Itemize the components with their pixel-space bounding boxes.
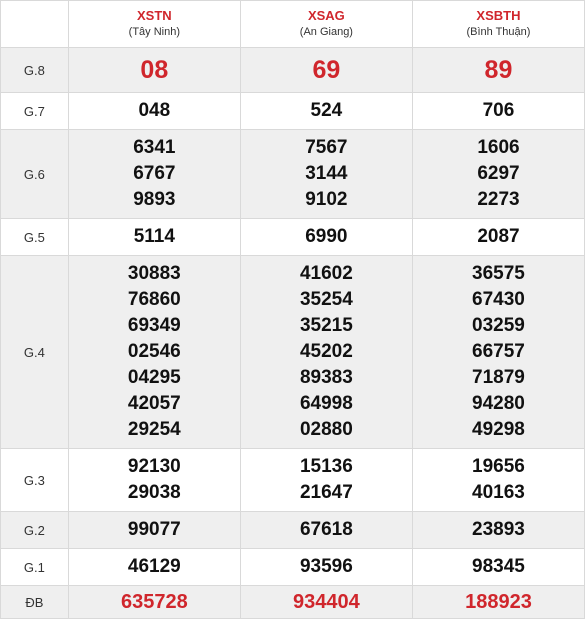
prize-row-g7	[1, 93, 585, 130]
prize-number: 9102	[305, 189, 348, 210]
prize-label: G.7	[1, 93, 69, 130]
special-prize-number: 635728	[120, 591, 188, 613]
prize-number: 1606	[477, 137, 520, 158]
province-code[interactable]: XSBTH	[476, 8, 521, 24]
prize-number: 7567	[305, 137, 348, 158]
prize-cell	[68, 130, 240, 219]
prize-cell	[412, 512, 584, 549]
prize-label: G.8	[1, 48, 69, 93]
prize-row-g8	[1, 48, 585, 93]
prize-number: 67618	[299, 519, 353, 540]
prize-number: 02880	[299, 419, 353, 440]
prize-cell	[68, 512, 240, 549]
prize-number: 21647	[299, 482, 353, 503]
prize-number: 19656	[472, 456, 525, 477]
prize-number: 71879	[472, 367, 525, 388]
prize-label: G.4	[1, 256, 69, 449]
prize-number: 35215	[299, 315, 353, 336]
prize-number: 5114	[133, 226, 175, 247]
prize-number: 6767	[133, 163, 176, 184]
prize-number: 03259	[472, 315, 525, 336]
prize-cell	[412, 130, 584, 219]
prize-row-g3	[1, 449, 585, 512]
prize-number: 2273	[477, 189, 520, 210]
prize-label: G.1	[1, 549, 69, 586]
prize-row-g2	[1, 512, 585, 549]
prize-number: 40163	[472, 482, 525, 503]
prize-number: 524	[310, 100, 343, 121]
prize-number: 92130	[127, 456, 181, 477]
prize-number: 29038	[127, 482, 181, 503]
prize-label: G.2	[1, 512, 69, 549]
prize-label: G.5	[1, 219, 69, 256]
province-header-tn	[68, 1, 240, 48]
prize-number: 98345	[472, 556, 525, 577]
prize-number: 94280	[472, 393, 525, 414]
prize-number: 29254	[127, 419, 181, 440]
prize-number: 3144	[305, 163, 348, 184]
prize-number: 6341	[133, 137, 176, 158]
prize-number: 89383	[299, 367, 353, 388]
prize-row-g4	[1, 256, 585, 449]
prize-cell	[68, 256, 240, 449]
prize-number: 99077	[127, 519, 181, 540]
prize-cell	[240, 449, 412, 512]
prize-cell	[68, 93, 240, 130]
prize-cell	[240, 549, 412, 586]
prize-number: 93596	[299, 556, 353, 577]
header-empty-cell	[1, 1, 69, 48]
province-code[interactable]: XSTN	[137, 8, 172, 24]
prize-cell	[412, 449, 584, 512]
prize-cell	[68, 219, 240, 256]
prize-number: 02546	[127, 341, 181, 362]
prize-cell	[412, 219, 584, 256]
prize-cell	[68, 449, 240, 512]
prize-number: 49298	[472, 419, 525, 440]
prize-number: 66757	[472, 341, 525, 362]
prize-number: 64998	[299, 393, 353, 414]
prize-cell	[240, 48, 412, 93]
prize-cell	[412, 48, 584, 93]
prize-number: 30883	[127, 263, 181, 284]
header-row	[1, 1, 585, 48]
prize-cell	[412, 586, 584, 619]
prize-number: 9893	[133, 189, 176, 210]
prize-number: 048	[138, 100, 171, 121]
prize-cell	[68, 549, 240, 586]
prize-cell	[68, 48, 240, 93]
prize-cell	[412, 256, 584, 449]
prize-number: 67430	[472, 289, 525, 310]
prize-number: 69	[312, 56, 341, 84]
special-prize-number: 934404	[293, 591, 360, 613]
prize-row-g5	[1, 219, 585, 256]
province-header-bth	[412, 1, 584, 48]
prize-cell	[412, 549, 584, 586]
prize-number: 46129	[127, 556, 181, 577]
prize-number: 76860	[127, 289, 181, 310]
prize-number: 2087	[477, 226, 520, 247]
prize-number: 23893	[472, 519, 525, 540]
prize-label: ĐB	[1, 586, 69, 619]
prize-row-special	[1, 586, 585, 619]
prize-cell	[240, 586, 412, 619]
prize-number: 69349	[127, 315, 181, 336]
province-header-ag	[240, 1, 412, 48]
prize-number: 15136	[299, 456, 353, 477]
prize-cell	[240, 130, 412, 219]
prize-number: 41602	[299, 263, 353, 284]
prize-number: 04295	[127, 367, 181, 388]
prize-number: 89	[484, 56, 513, 84]
province-name: (Bình Thuận)	[466, 26, 531, 39]
prize-cell	[240, 512, 412, 549]
prize-cell	[68, 586, 240, 619]
province-name: (An Giang)	[299, 26, 353, 39]
prize-number: 45202	[299, 341, 353, 362]
prize-label: G.6	[1, 130, 69, 219]
province-name: (Tây Ninh)	[128, 26, 180, 39]
prize-row-g6	[1, 130, 585, 219]
prize-label: G.3	[1, 449, 69, 512]
prize-cell	[412, 93, 584, 130]
prize-number: 36575	[472, 263, 525, 284]
prize-number: 35254	[299, 289, 353, 310]
prize-number: 08	[140, 56, 169, 84]
prize-cell	[240, 256, 412, 449]
province-code[interactable]: XSAG	[307, 8, 345, 24]
prize-number: 706	[482, 100, 515, 121]
prize-cell	[240, 219, 412, 256]
prize-number: 6990	[305, 226, 348, 247]
prize-number: 42057	[127, 393, 181, 414]
prize-number: 6297	[477, 163, 520, 184]
prize-cell	[240, 93, 412, 130]
special-prize-number: 188923	[465, 591, 532, 613]
prize-row-g1	[1, 549, 585, 586]
